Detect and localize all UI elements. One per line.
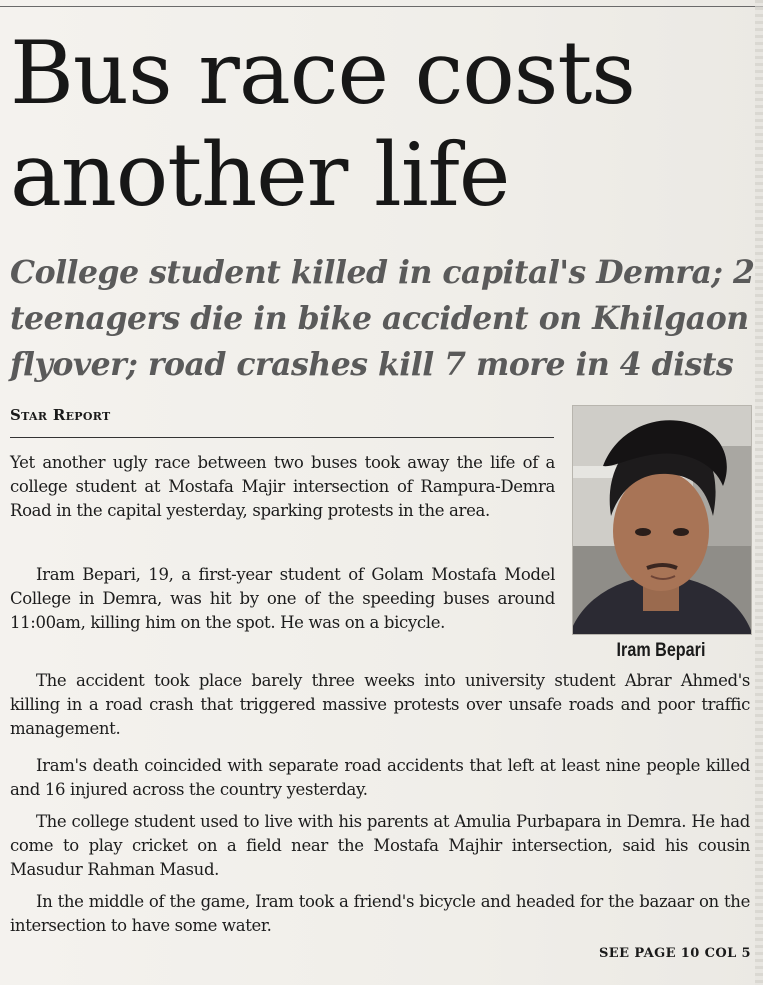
headline-line-1: Bus race costs <box>10 22 635 124</box>
subheadline <box>10 250 755 388</box>
article-paragraph-2: Iram Bepari, 19, a first-year student of Golam Mostafa Model College in Demra, was hit by one of the speeding buses around 11:00am, killing him on the spot. He was on a bicycle. <box>10 565 555 633</box>
headline <box>10 22 755 226</box>
subhead-line-2: teenagers die in bike accident on Khilgaon <box>10 300 749 337</box>
article-paragraph-6: In the middle of the game, Iram took a friend's bicycle and headed for the bazaar on the intersection to have some water. <box>10 892 750 936</box>
byline-rule <box>10 437 554 438</box>
article-paragraph-4: Iram's death coincided with separate road accidents that left at least nine people killed and 16 injured across the country yesterday. <box>10 756 750 800</box>
byline: Star Report <box>10 406 111 424</box>
subhead-line-1: College student killed in capital's Demra; 2 <box>10 254 755 291</box>
portrait-photo <box>572 405 752 635</box>
article-paragraph-5: The college student used to live with his parents at Amulia Purbapara in Demra. He had come to play cricket on a field near the Mostafa Majhir intersection, said his cousin Masudur Rahman Masud. <box>10 812 750 880</box>
top-rule <box>0 6 763 7</box>
portrait-illustration <box>573 406 751 634</box>
article-paragraph-1: Yet another ugly race between two buses took away the life of a college student at Mostafa Majir intersection of Rampura-Demra Road in the capital yesterday, sparking protests in the area. <box>10 453 555 521</box>
page-edge <box>755 0 763 985</box>
headline-line-2: another life <box>10 124 510 226</box>
article-paragraph-3: The accident took place barely three weeks into university student Abrar Ahmed's killing in a road crash that triggered massive protests over unsafe roads and poor traffic management. <box>10 671 750 739</box>
photo-caption: Iram Bepari <box>616 640 706 661</box>
continued-on-page: SEE PAGE 10 COL 5 <box>599 946 751 961</box>
subhead-line-3: flyover; road crashes kill 7 more in 4 dists <box>10 346 734 383</box>
